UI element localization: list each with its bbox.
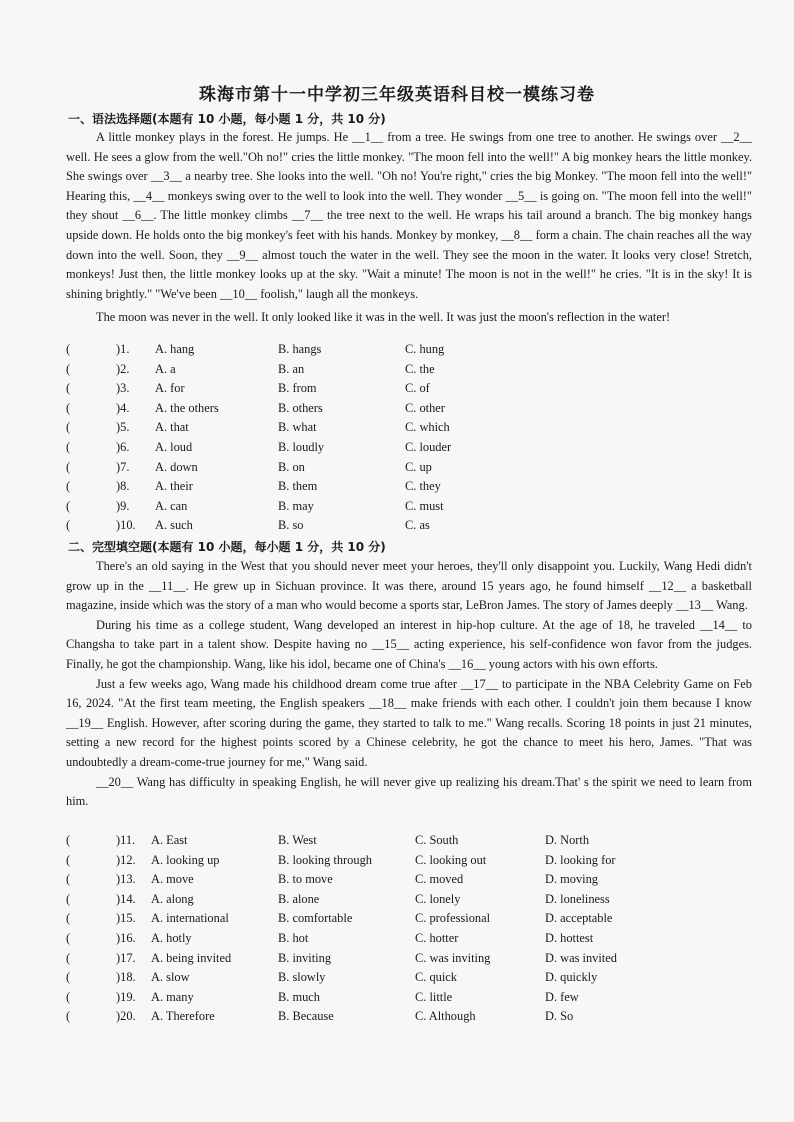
option-a: A. the others — [155, 400, 219, 415]
option-c: C. the — [405, 361, 435, 376]
question-number: )5. — [116, 420, 130, 435]
option-a: A. hang — [155, 342, 195, 356]
question-number: )1. — [116, 342, 130, 356]
answer-blank[interactable]: ( — [66, 498, 71, 513]
question-number: )6. — [116, 440, 130, 454]
option-c: C. lonely — [415, 891, 461, 906]
answer-blank[interactable]: ( — [66, 479, 71, 494]
answer-blank[interactable]: ( — [66, 420, 71, 435]
option-a: A. that — [155, 420, 189, 435]
option-a: A. their — [155, 479, 193, 494]
option-b: B. hangs — [278, 342, 322, 356]
option-b: B. from — [278, 381, 317, 396]
question-number: )13. — [116, 872, 136, 887]
answer-blank[interactable]: ( — [66, 361, 71, 376]
answer-blank[interactable]: ( — [66, 989, 71, 1004]
option-d: D. was invited — [545, 950, 617, 965]
answer-blank[interactable]: ( — [66, 852, 71, 867]
question-number: )9. — [116, 498, 130, 513]
option-c: C. up — [405, 459, 432, 474]
option-b: B. on — [278, 459, 305, 474]
option-a: A. many — [151, 989, 194, 1004]
option-a: A. loud — [155, 440, 193, 454]
option-a: A. looking up — [151, 852, 220, 867]
option-c: C. moved — [415, 872, 464, 887]
page-title: 珠海市第十一中学初三年级英语科目校一模练习卷 — [199, 85, 595, 105]
answer-blank[interactable]: ( — [66, 970, 71, 985]
option-d: D. quickly — [545, 970, 598, 985]
option-c: C. other — [405, 400, 445, 415]
answer-blank[interactable]: ( — [66, 381, 71, 396]
option-c: C. they — [405, 479, 441, 494]
question-number: )15. — [116, 911, 136, 926]
option-b: B. Because — [278, 1009, 334, 1024]
question-number: )19. — [116, 989, 136, 1004]
option-d: D. moving — [545, 872, 599, 887]
section2-paragraph: __20__ Wang has difficulty in speaking English, he will never give up realizing his dream.That' s the spirit we need to learn from him. — [66, 774, 752, 809]
option-a: A. slow — [151, 970, 190, 985]
option-d: D. So — [545, 1009, 574, 1024]
question-number: )8. — [116, 479, 130, 494]
option-a: A. for — [155, 381, 185, 396]
option-d: D. acceptable — [545, 911, 613, 926]
option-c: C. little — [415, 989, 453, 1004]
option-b: B. slowly — [278, 970, 326, 985]
option-b: B. may — [278, 498, 314, 513]
option-b: B. much — [278, 989, 320, 1004]
option-c: C. quick — [415, 970, 457, 985]
answer-blank[interactable]: ( — [66, 872, 71, 887]
answer-blank[interactable]: ( — [66, 459, 71, 474]
option-b: B. loudly — [278, 440, 325, 454]
option-a: A. a — [155, 361, 176, 376]
answer-blank[interactable]: ( — [66, 400, 71, 415]
answer-blank[interactable]: ( — [66, 342, 71, 356]
option-b: B. alone — [278, 891, 320, 906]
option-b: B. inviting — [278, 950, 332, 965]
question-number: )16. — [116, 931, 136, 945]
option-d: D. North — [545, 833, 590, 847]
option-a: A. down — [155, 459, 198, 474]
option-a: A. East — [151, 833, 188, 847]
answer-blank[interactable]: ( — [66, 440, 71, 454]
question-number: )7. — [116, 459, 130, 474]
option-b: B. comfortable — [278, 911, 353, 926]
answer-blank[interactable]: ( — [66, 891, 71, 906]
option-d: D. loneliness — [545, 891, 610, 906]
answer-blank[interactable]: ( — [66, 911, 71, 926]
question-number: )20. — [116, 1009, 136, 1024]
option-c: C. professional — [415, 911, 491, 926]
option-a: A. such — [155, 518, 193, 533]
option-d: D. few — [545, 989, 579, 1004]
section1-paragraph: A little monkey plays in the forest. He jumps. He __1__ from a tree. He swings from one tree to another. He swings over __2__ well. He sees a glow from the well."Oh no!" cries the little monkey. "The moon fell into the well!" A big monkey hears the little monkey. She swings over __3__ a nearby tree. She looks into the well. "Oh no! You're right," cries the big Monkey. "The moon fell into the well!" Hearing this, __4__ monkeys swing over to the well to look into the well. They wonder __5__ is going on. "The moon fell into the well!" they shout __6__. The little monkey climbs __7__ the tree next to the well. He wraps his tail around a branch. The big monkey hangs upside down. He holds onto the big monkey's feet with his hands. Monkey by monkey, __8__ form a chain. The chain reaches all the way down into the well. Soon, they __9__ almost touch the water in the well. They see the moon in the water. It looks very close! Stretch, monkeys! Just then, the little monkey looks up at the sky. "Wait a minute! The moon is not in the well!" he cries. "It is in the sky! It is shining brightly." "We've been __10__ foolish," laugh all the monkeys. — [66, 130, 752, 301]
option-c: C. louder — [405, 440, 452, 454]
option-a: A. along — [151, 891, 194, 906]
option-a: A. hotly — [151, 931, 192, 945]
option-b: B. looking through — [278, 852, 372, 867]
option-b: B. hot — [278, 931, 309, 945]
option-c: C. looking out — [415, 852, 487, 867]
answer-blank[interactable]: ( — [66, 833, 71, 847]
option-c: C. which — [405, 420, 450, 435]
section2-paragraph: During his time as a college student, Wang developed an interest in hip-hop culture. At the age of 18, he traveled __14__ to Changsha to take part in a talent show. Despite having no __15__ acting experience, his self-confidence won favor from the judges. Finally, he got the championship. Wang, like his idol, became one of China's __16__ young actors with his own efforts. — [66, 617, 752, 671]
option-b: B. West — [278, 833, 317, 847]
option-a: A. can — [155, 498, 188, 513]
option-c: C. Although — [415, 1009, 476, 1024]
question-number: )17. — [116, 950, 136, 965]
option-b: B. to move — [278, 872, 333, 887]
option-d: D. looking for — [545, 852, 616, 867]
option-c: C. hotter — [415, 931, 459, 945]
answer-blank[interactable]: ( — [66, 1009, 71, 1024]
option-c: C. hung — [405, 342, 445, 356]
option-d: D. hottest — [545, 931, 594, 945]
section2-heading: 二、完型填空题(本题有 10 小题，每小题 1 分，共 10 分) — [68, 540, 386, 554]
section2-paragraph: Just a few weeks ago, Wang made his childhood dream come true after __17__ to participate in the NBA Celebrity Game on Feb 16, 2024. "At the first team meeting, the English speakers __18__ make friends with each other. I couldn't join them because I know __19__ English. However, after scoring during the game, they started to talk to me." Wang recalls. Scoring 18 points in just 21 minutes, setting a new record for the highest points scored by a Chinese celebrity, he got the chance to meet his hero, James. "That was undoubtedly a dream-come-true journey for me," Wang said. — [66, 676, 752, 769]
option-c: C. must — [405, 498, 444, 513]
section1-paragraph: The moon was never in the well. It only looked like it was in the well. It was just the moon's reflection in the water! — [96, 310, 671, 325]
section2-passage — [66, 557, 752, 812]
option-a: A. being invited — [151, 950, 232, 965]
option-b: B. an — [278, 361, 305, 376]
question-number: )11. — [116, 833, 136, 847]
section1-heading: 一、语法选择题(本题有 10 小题，每小题 1 分，共 10 分) — [68, 112, 386, 126]
option-a: A. Therefore — [151, 1009, 215, 1024]
question-number: )12. — [116, 852, 136, 867]
option-c: C. as — [405, 518, 430, 533]
section2-paragraph: There's an old saying in the West that you should never meet your heroes, they'll only disappoint you. Luckily, Wang Hedi didn't grow up in the __11__. He grew up in Sichuan province. It was there, around 15 years ago, he found himself __12__ a basketball magazine, inside which was the story of a man who would become a sports star, LeBron James. The story of James deeply __13__ Wang. — [66, 559, 752, 613]
answer-blank[interactable]: ( — [66, 950, 71, 965]
question-number: )18. — [116, 970, 136, 985]
answer-blank[interactable]: ( — [66, 518, 71, 533]
option-b: B. so — [278, 518, 304, 533]
option-b: B. what — [278, 420, 317, 435]
section1-passage — [66, 128, 752, 328]
option-c: C. of — [405, 381, 430, 396]
question-number: )14. — [116, 891, 136, 906]
question-number: )4. — [116, 400, 130, 415]
option-a: A. move — [151, 872, 194, 887]
answer-blank[interactable]: ( — [66, 931, 71, 945]
question-number: )3. — [116, 381, 130, 396]
question-number: )10. — [116, 518, 136, 533]
option-c: C. South — [415, 833, 459, 847]
question-number: )2. — [116, 361, 130, 376]
option-b: B. them — [278, 479, 318, 494]
option-c: C. was inviting — [415, 950, 491, 965]
option-a: A. international — [151, 911, 229, 926]
option-b: B. others — [278, 400, 323, 415]
